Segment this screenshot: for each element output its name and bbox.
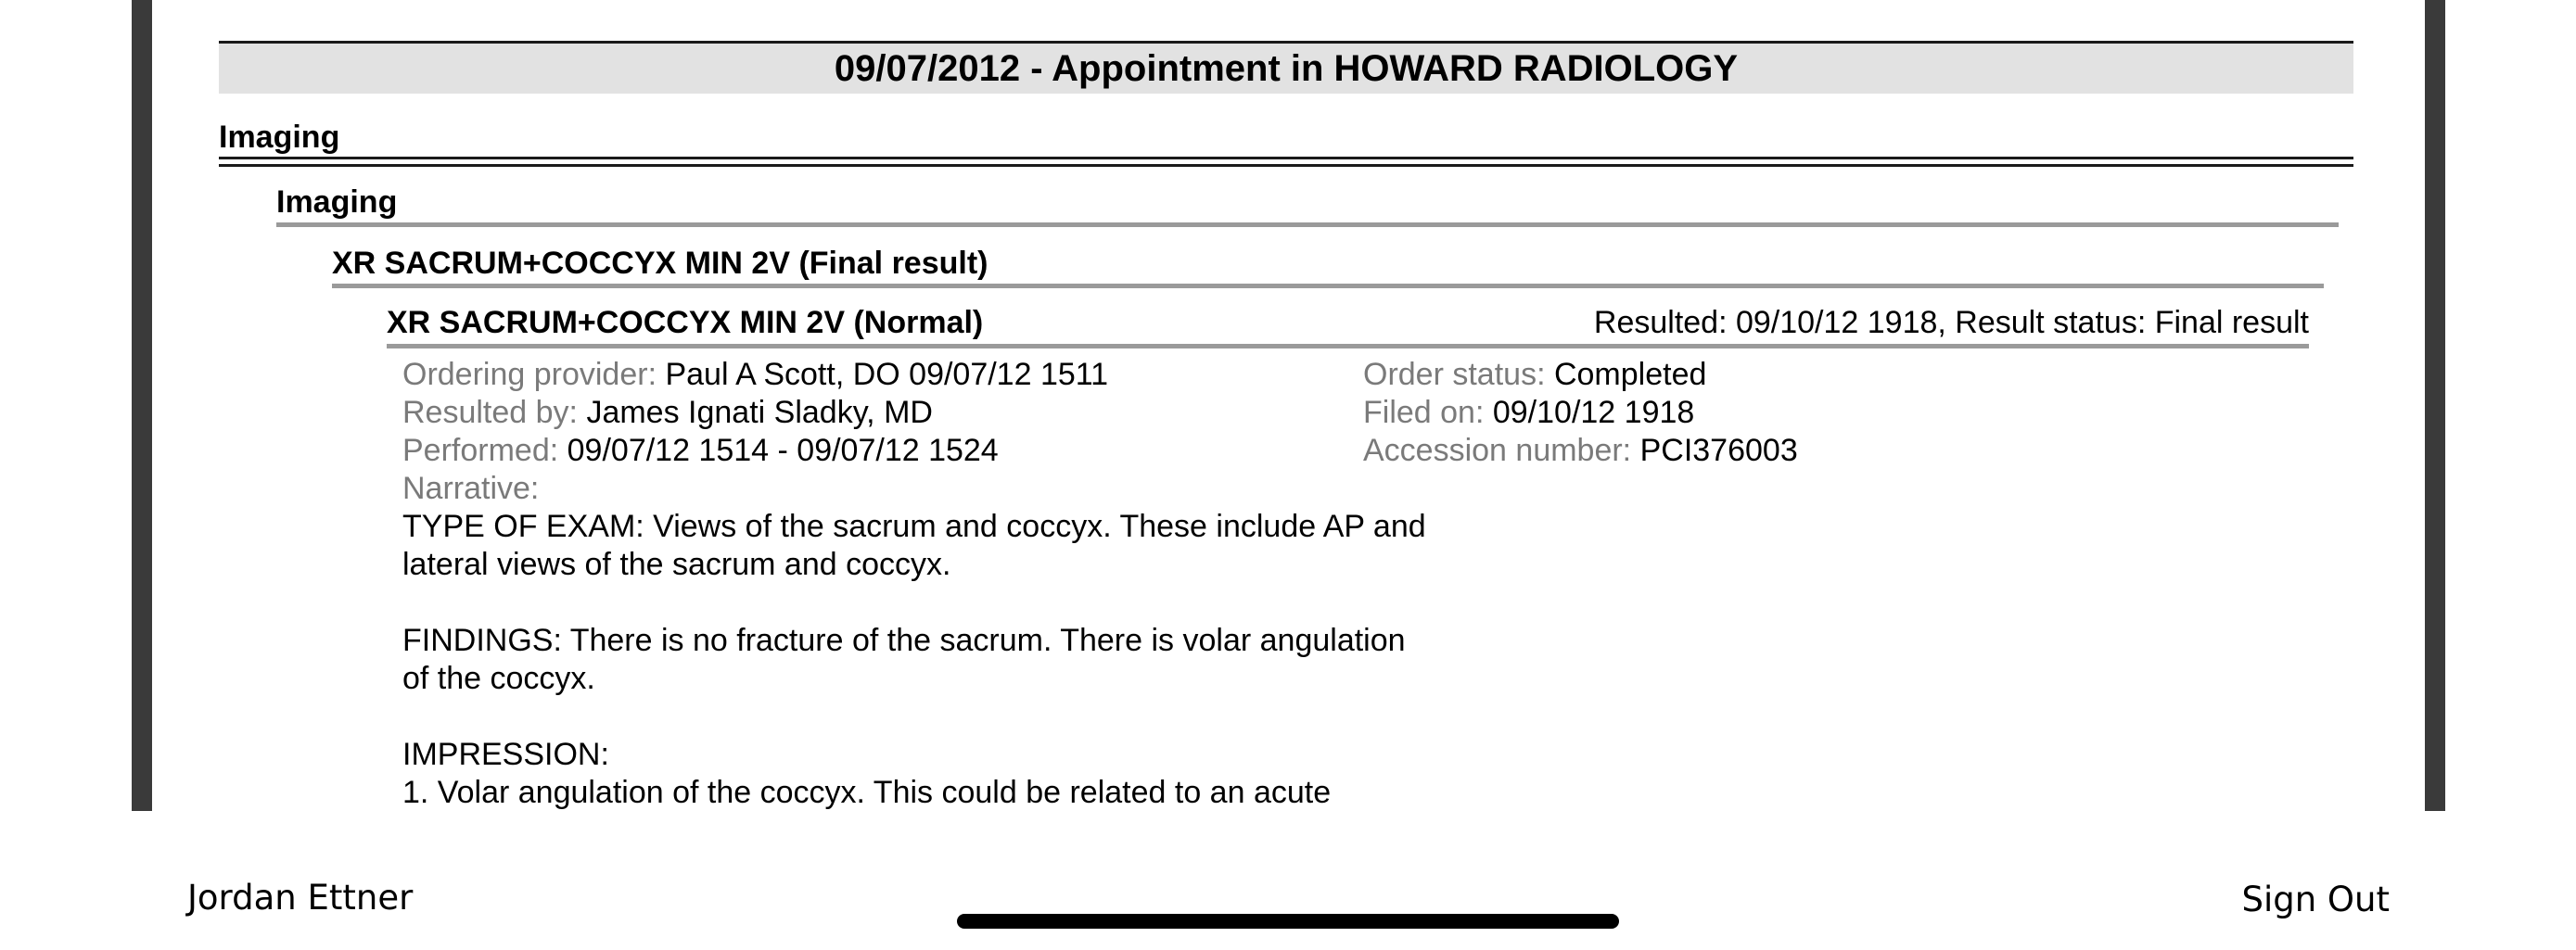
subsection-title-imaging: Imaging <box>276 184 398 220</box>
user-name: Jordan Ettner <box>187 878 414 918</box>
narrative-text: TYPE OF EXAM: Views of the sacrum and coccyx. These include AP and lateral views of the sacrum and coccyx. FINDINGS: There is no fracture of the sacrum. There is volar angulation of the coccyx. IMPRESSION: 1. Volar angulation of the coccyx. This could be related to an acute <box>402 509 1426 810</box>
filed-on-label: Filed on: <box>1363 395 1485 430</box>
document-frame-left <box>132 0 152 811</box>
resulted-by-value: James Ignati Sladky, MD <box>586 395 933 430</box>
narrative-label: Narrative: <box>402 471 540 506</box>
accession-number-label: Accession number: <box>1363 433 1632 468</box>
document-viewer[interactable] <box>152 0 2425 811</box>
section-title-imaging: Imaging <box>219 120 340 155</box>
result-status-line: Resulted: 09/10/12 1918, Result status: Final result <box>1593 305 2309 340</box>
ordering-provider-field <box>402 356 1108 393</box>
filed-on-field <box>1363 394 1694 431</box>
bottom-bar <box>0 811 2576 950</box>
accession-number-field <box>1363 432 1798 469</box>
filed-on-value: 09/10/12 1918 <box>1492 395 1695 430</box>
order-status-value: Completed <box>1553 357 1707 392</box>
result-title: XR SACRUM+COCCYX MIN 2V (Normal) <box>387 305 984 340</box>
order-status-field <box>1363 356 1706 393</box>
resulted-by-label: Resulted by: <box>402 395 578 430</box>
result-rule <box>387 344 2309 348</box>
performed-field <box>402 432 999 469</box>
appointment-header: 09/07/2012 - Appointment in HOWARD RADIOLOGY <box>219 41 2353 94</box>
ordering-provider-value: Paul A Scott, DO 09/07/12 1511 <box>665 357 1109 392</box>
order-status-label: Order status: <box>1363 357 1546 392</box>
document-frame-right <box>2425 0 2445 811</box>
result-header <box>387 304 2309 341</box>
performed-value: 09/07/12 1514 - 09/07/12 1524 <box>567 433 999 468</box>
accession-number-value: PCI376003 <box>1639 433 1798 468</box>
ordering-provider-label: Ordering provider: <box>402 357 657 392</box>
section-rule <box>219 164 2353 167</box>
sign-out-button[interactable]: Sign Out <box>2241 880 2390 919</box>
performed-label: Performed: <box>402 433 559 468</box>
home-indicator[interactable] <box>957 914 1619 929</box>
subsection-rule <box>276 222 2339 227</box>
resulted-by-field <box>402 394 933 431</box>
order-rule <box>332 284 2324 288</box>
order-title: XR SACRUM+COCCYX MIN 2V (Final result) <box>332 246 988 281</box>
narrative-label-row <box>402 470 539 507</box>
section-rule <box>219 157 2353 159</box>
